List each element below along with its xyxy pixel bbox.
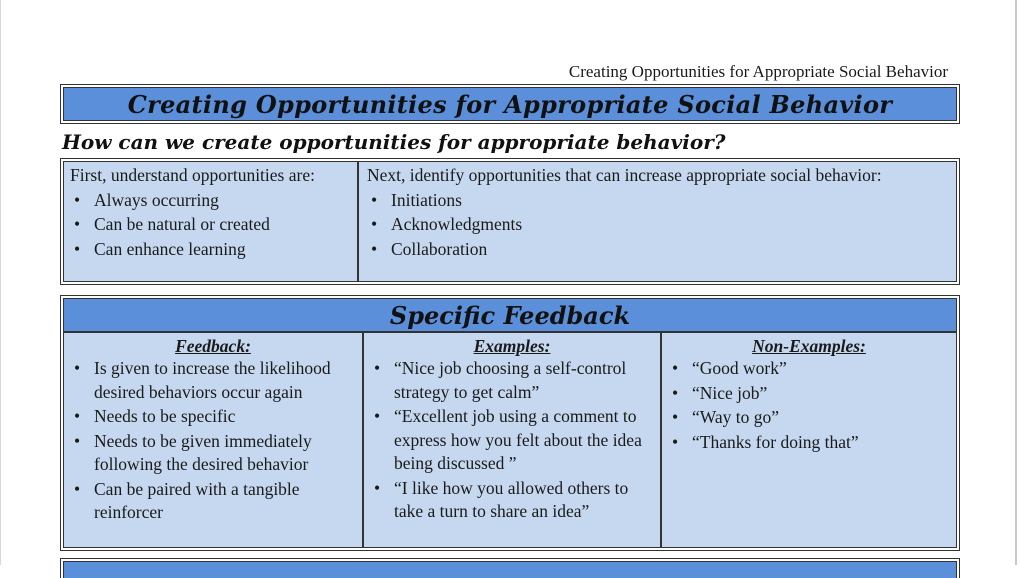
feedback-heading: Feedback: [175,336,251,356]
title-banner-inner [63,87,957,121]
list-item: • Can be natural or created [70,212,351,237]
next-section-box-inner [63,561,957,578]
opportunities-box [60,158,960,285]
list-item: • Can enhance learning [70,237,351,262]
list-item: • Needs to be given immediately following the desired behavior [70,430,356,477]
list-item: • Is given to increase the likelihood desired behaviors occur again [70,357,356,404]
specific-feedback-title: Specific Feedback [389,300,631,330]
opportunities-right-intro: Next, identify opportunities that can increase appropriate social behavior: [367,165,882,185]
list-item: • Can be paired with a tangible reinforcer [70,478,356,525]
examples-heading: Examples: [473,336,551,356]
list-item: • “Nice job choosing a self-control strategy to get calm” [370,357,654,404]
list-item: • “Thanks for doing that” [668,431,950,455]
next-section-box [60,558,960,578]
section-question: How can we create opportunities for appropriate behavior? [62,130,726,154]
list-item: • “Good work” [668,357,950,381]
specific-feedback-box [60,295,960,551]
examples-list [370,357,654,524]
list-item: • “I like how you allowed others to take a turn to share an idea” [370,477,654,524]
examples-column [364,333,662,547]
list-item: • “Excellent job using a comment to express how you felt about the idea being discussed ” [370,405,654,476]
list-item: • “Nice job” [668,382,950,406]
list-item: • Needs to be specific [70,405,356,429]
opportunities-left-list [70,188,351,262]
feedback-column [64,333,364,547]
running-header: Creating Opportunities for Appropriate Social Behavior [568,62,948,81]
list-item: • Acknowledgments [367,212,950,237]
non-examples-list [668,357,950,454]
feedback-columns [64,333,956,547]
list-item: • Initiations [367,188,950,213]
list-item: • Collaboration [367,237,950,262]
opportunities-right-list [367,188,950,262]
specific-feedback-header [64,299,956,333]
non-examples-heading: Non-Examples: [752,336,866,356]
non-examples-column [662,333,956,547]
opportunities-left-column [64,162,359,281]
opportunities-box-inner [63,161,957,282]
page-title: Creating Opportunities for Appropriate Social Behavior [127,89,893,119]
opportunities-right-column [359,162,956,281]
opportunities-left-intro: First, understand opportunities are: [70,165,315,185]
title-banner [60,84,960,124]
list-item: • Always occurring [70,188,351,213]
feedback-list [70,357,356,525]
list-item: • “Way to go” [668,406,950,430]
specific-feedback-box-inner [63,298,957,548]
